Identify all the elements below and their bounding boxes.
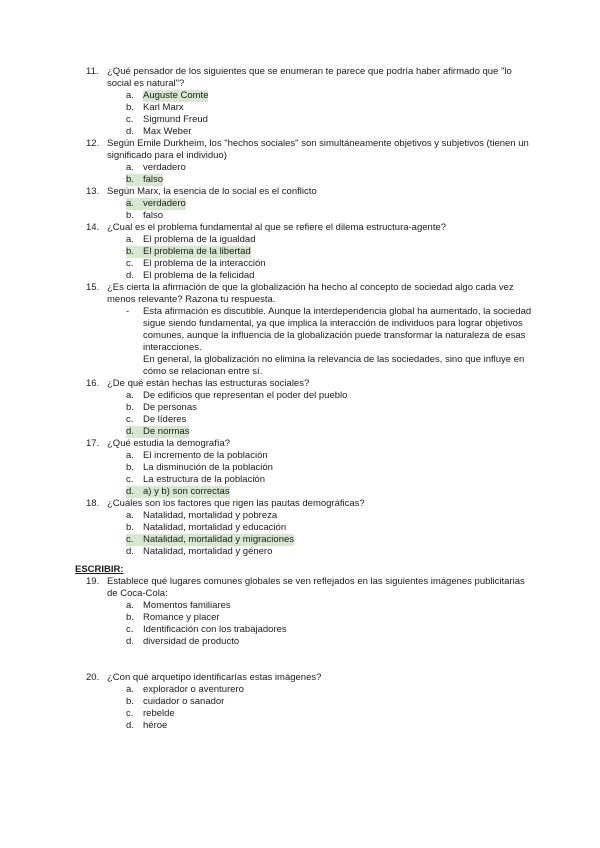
option-letter: a. — [126, 510, 134, 521]
option-text: Natalidad, mortalidad y género — [143, 546, 273, 557]
section-heading-escribir: ESCRIBIR: — [75, 564, 124, 575]
option-letter: a. — [126, 234, 134, 245]
option-letter: c. — [126, 474, 134, 485]
option-row — [126, 684, 536, 696]
option-text: El problema de la felicidad — [143, 270, 255, 281]
option-row — [126, 600, 536, 612]
option-row — [126, 510, 536, 522]
question-text: ¿De qué están hechas las estructuras sociales? — [107, 378, 310, 389]
question-text: ¿Es cierta la afirmación de que la globalización ha hecho al concepto de sociedad algo cada vez menos relevante? Razona tu respuesta. — [107, 282, 514, 305]
option-text: explorador o aventurero — [143, 684, 244, 695]
option-text: El problema de la libertad — [143, 246, 251, 257]
option-row — [126, 522, 536, 534]
option-row — [126, 426, 536, 438]
option-letter: c. — [126, 708, 134, 719]
question-item — [86, 378, 536, 438]
option-text: De líderes — [143, 414, 187, 425]
option-text: El problema de la igualdad — [143, 234, 256, 245]
option-letter: b. — [126, 102, 134, 113]
question-head — [86, 186, 536, 198]
answer-row — [126, 306, 536, 354]
option-letter: b. — [126, 210, 134, 221]
option-letter: d. — [126, 486, 143, 498]
option-text: De personas — [143, 402, 197, 413]
question-text: ¿Cuáles son los factores que rigen las pautas demográficas? — [107, 498, 365, 509]
option-text: La estructura de la población — [143, 474, 265, 485]
option-text: De edificios que representan el poder del pueblo — [143, 390, 348, 401]
option-row — [126, 546, 536, 558]
option-text: De normas — [143, 426, 190, 437]
option-letter: b. — [126, 522, 134, 533]
option-text: héroe — [143, 720, 168, 731]
option-text: Sigmund Freud — [143, 114, 208, 125]
question-item — [86, 672, 536, 732]
option-text: El problema de la interacción — [143, 258, 266, 269]
question-item — [86, 498, 536, 558]
question-item — [86, 66, 536, 138]
question-number: 14. — [86, 222, 100, 233]
option-text: La disminución de la población — [143, 462, 273, 473]
option-text: Natalidad, mortalidad y educación — [143, 522, 287, 533]
spacer — [75, 648, 536, 672]
question-number: 19. — [86, 576, 100, 587]
question-number: 17. — [86, 438, 100, 449]
option-text: El incremento de la población — [143, 450, 268, 461]
option-letter: d. — [126, 270, 134, 281]
option-row — [126, 636, 536, 648]
answer-bullet: - — [126, 306, 130, 317]
option-row — [126, 126, 536, 138]
option-row — [126, 534, 536, 546]
answer-paragraph: En general, la globalización no elimina la relevancia de las sociedades, sino que influye en cómo se relacionan entre sí. — [143, 354, 525, 377]
question-text: ¿Qué pensador de los siguientes que se enumeran te parece que podría haber afirmado que "lo social es natural"? — [107, 66, 512, 89]
question-number: 20. — [86, 672, 100, 683]
option-row — [126, 198, 536, 210]
question-number: 18. — [86, 498, 100, 509]
question-head — [86, 138, 536, 162]
question-item — [86, 186, 536, 222]
question-text: Según Emile Durkheim, los "hechos sociales" son simultáneamente objetivos y subjetivos (tienen un significado para el individuo) — [107, 138, 529, 161]
option-text: Auguste Comte — [143, 90, 209, 101]
option-row — [126, 246, 536, 258]
option-letter: c. — [126, 624, 134, 635]
question-head — [86, 282, 536, 306]
question-number: 15. — [86, 282, 100, 293]
question-number: 16. — [86, 378, 100, 389]
option-letter: a. — [126, 90, 134, 101]
question-number: 12. — [86, 138, 100, 149]
option-text: falso — [143, 210, 164, 221]
option-row — [126, 210, 536, 222]
option-row — [126, 390, 536, 402]
option-row — [126, 270, 536, 282]
option-text: Max Weber — [143, 126, 192, 137]
option-row — [126, 624, 536, 636]
option-letter: b. — [126, 612, 134, 623]
option-row — [126, 462, 536, 474]
option-text: rebelde — [143, 708, 175, 719]
option-letter: d. — [126, 636, 134, 647]
option-row — [126, 612, 536, 624]
option-letter: b. — [126, 402, 134, 413]
question-head — [86, 222, 536, 234]
option-row — [126, 162, 536, 174]
option-letter: b. — [126, 246, 143, 258]
question-head — [86, 378, 536, 390]
option-letter: c. — [126, 414, 134, 425]
question-text: ¿Qué estudia la demografía? — [107, 438, 231, 449]
option-text: Romance y placer — [143, 612, 220, 623]
option-row — [126, 720, 536, 732]
option-row — [126, 90, 536, 102]
option-letter: a. — [126, 600, 134, 611]
option-row — [126, 174, 536, 186]
blocks — [75, 66, 536, 732]
option-letter: b. — [126, 174, 143, 186]
option-text: verdadero — [143, 162, 186, 173]
option-letter: d. — [126, 426, 143, 438]
option-text: Identificación con los trabajadores — [143, 624, 287, 635]
question-head — [86, 438, 536, 450]
option-text: diversidad de producto — [143, 636, 240, 647]
option-letter: c. — [126, 114, 134, 125]
question-item — [86, 576, 536, 648]
option-row — [126, 402, 536, 414]
question-text: Establece qué lugares comunes globales se ven reflejados en las siguientes imágenes publicitarias de Coca-Cola: — [107, 576, 525, 599]
question-head — [86, 672, 536, 684]
option-text: Karl Marx — [143, 102, 184, 113]
option-row — [126, 474, 536, 486]
question-item — [86, 138, 536, 186]
question-number: 11. — [86, 66, 99, 77]
option-letter: b. — [126, 696, 134, 707]
option-row — [126, 414, 536, 426]
option-text: verdadero — [143, 198, 186, 209]
option-row — [126, 114, 536, 126]
question-item — [86, 222, 536, 282]
option-letter: d. — [126, 126, 134, 137]
answer-paragraph: Esta afirmación es discutible. Aunque la interdependencia global ha aumentado, la sociedad sigue siendo fundamental, ya que implica la interacción de individuos para lograr objetivos comunes, aunque la influencia de la globalización puede transformar la naturaleza de esas interacciones. — [143, 306, 532, 353]
option-row — [126, 102, 536, 114]
option-text: Natalidad, mortalidad y pobreza — [143, 510, 278, 521]
question-text: ¿Cual es el problema fundamental al que se refiere el dilema estructura-agente? — [107, 222, 447, 233]
option-letter: c. — [126, 258, 134, 269]
question-text: ¿Con qué arquetipo identificarías estas imágenes? — [107, 672, 322, 683]
option-row — [126, 258, 536, 270]
question-text: Según Marx, la esencia de lo social es el conflicto — [107, 186, 317, 197]
option-text: Natalidad, mortalidad y migraciones — [143, 534, 295, 545]
question-head — [86, 498, 536, 510]
option-letter: c. — [126, 534, 143, 546]
option-letter: a. — [126, 198, 143, 210]
option-letter: a. — [126, 684, 134, 695]
option-text: a) y b) son correctas — [143, 486, 230, 497]
option-letter: b. — [126, 462, 134, 473]
option-letter: d. — [126, 546, 134, 557]
option-letter: d. — [126, 720, 134, 731]
option-row — [126, 450, 536, 462]
question-number: 13. — [86, 186, 100, 197]
option-row — [126, 234, 536, 246]
option-row — [126, 486, 536, 498]
option-text: cuidador o sanador — [143, 696, 225, 707]
option-text: falso — [143, 174, 164, 185]
option-letter: a. — [126, 390, 134, 401]
question-head — [86, 576, 536, 600]
option-text: Momentos familiares — [143, 600, 231, 611]
option-letter: a. — [126, 450, 134, 461]
option-row — [126, 696, 536, 708]
option-row — [126, 708, 536, 720]
option-letter: a. — [126, 162, 134, 173]
question-head — [86, 66, 536, 90]
question-item — [86, 282, 536, 378]
question-item — [86, 438, 536, 498]
